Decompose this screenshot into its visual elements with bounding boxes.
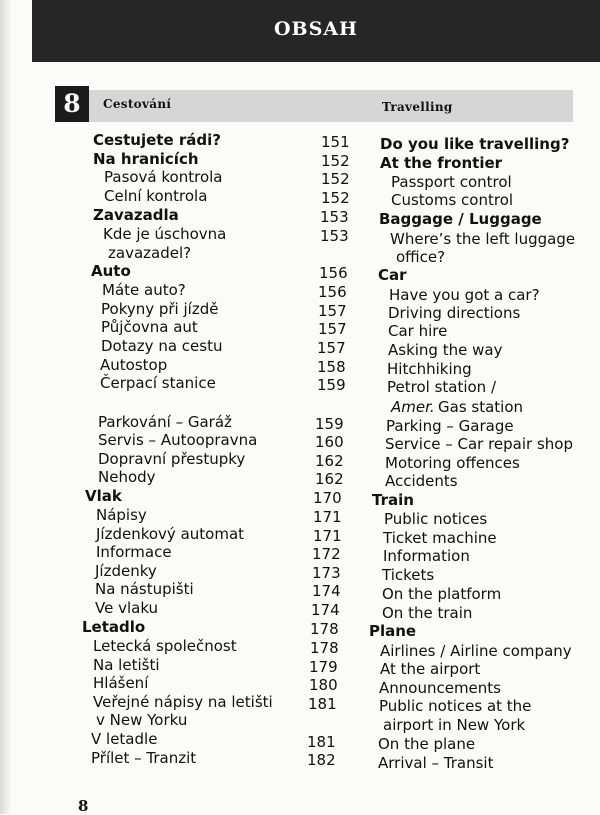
en-entry: Hitchhiking	[387, 360, 472, 378]
cz-entry: Na letišti	[93, 656, 160, 674]
en-entry: At the frontier	[380, 154, 503, 172]
cz-entry: Informace	[96, 543, 172, 561]
en-entry: Car hire	[388, 322, 448, 340]
page-number: 182	[307, 751, 336, 769]
en-entry: On the train	[382, 604, 473, 622]
cz-entry: Jízdenkový automat	[96, 525, 245, 543]
cz-entry: Na nástupišti	[95, 580, 194, 598]
en-entry: Have you got a car?	[389, 286, 540, 304]
cz-entry: v New Yorku	[96, 711, 188, 729]
cz-entry: Celní kontrola	[104, 187, 208, 205]
section-number: 8	[55, 86, 89, 122]
section-title-cz: Cestování	[103, 97, 172, 111]
page-number: 156	[318, 283, 347, 301]
en-entry: Ticket machine	[383, 529, 497, 547]
page-title: OBSAH	[273, 18, 359, 40]
cz-entry: Veřejné nápisy na letišti	[93, 693, 273, 711]
cz-entry: zavazadel?	[108, 244, 192, 262]
page-number: 157	[317, 339, 346, 357]
cz-entry: Autostop	[100, 356, 168, 374]
en-entry: Information	[383, 547, 470, 565]
en-entry: Where’s the left luggage	[390, 230, 576, 248]
cz-entry: Vlak	[85, 487, 122, 505]
en-entry-abbrev: Amer.	[391, 398, 435, 416]
en-entry: Public notices at the	[379, 697, 532, 715]
page-number: 152	[321, 170, 350, 188]
en-entry: airport in New York	[383, 716, 526, 734]
en-entry: Public notices	[384, 510, 488, 528]
en-entry: Driving directions	[388, 304, 521, 322]
cz-entry: V letadle	[91, 730, 158, 748]
page-number: 157	[318, 302, 347, 320]
en-entry: office?	[396, 248, 446, 266]
page-number: 178	[310, 620, 339, 638]
en-entry: Airlines / Airline company	[380, 642, 572, 660]
cz-entry: Nápisy	[96, 506, 147, 524]
en-entry: Service – Car repair shop	[385, 435, 573, 453]
cz-entry: Cestujete rádi?	[93, 131, 221, 149]
cz-entry: Dopravní přestupky	[98, 450, 246, 468]
page-number: 174	[311, 601, 340, 619]
cz-entry: Na hranicích	[93, 150, 199, 168]
cz-entry: Půjčovna aut	[101, 318, 198, 336]
page-number: 162	[315, 470, 344, 488]
page-number: 171	[313, 508, 342, 526]
page-number: 170	[313, 489, 342, 507]
page-number: 156	[319, 264, 348, 282]
cz-entry: Ve vlaku	[95, 599, 159, 617]
en-entry: Petrol station /	[387, 378, 497, 396]
en-entry: On the plane	[378, 735, 476, 753]
page-number: 181	[307, 733, 336, 751]
page-number: 180	[309, 676, 338, 694]
cz-entry: Přílet – Tranzit	[91, 749, 197, 767]
cz-entry: Letadlo	[82, 618, 146, 636]
cz-entry: Servis – Autoopravna	[98, 431, 258, 449]
cz-entry: Čerpací stanice	[100, 374, 216, 392]
page-number: 153	[320, 208, 349, 226]
page-number: 172	[312, 545, 341, 563]
cz-entry: Parkování – Garáž	[98, 413, 232, 431]
cz-entry: Pokyny při jízdě	[101, 300, 219, 318]
en-entry: Tickets	[382, 566, 435, 584]
en-entry: Baggage / Luggage	[379, 210, 542, 228]
cz-entry: Auto	[91, 262, 131, 280]
page-number: 157	[318, 320, 347, 338]
en-entry: Arrival – Transit	[378, 754, 494, 772]
page-number: 158	[317, 358, 346, 376]
page-number: 181	[308, 695, 337, 713]
en-entry: On the platform	[382, 585, 502, 603]
page-number: 160	[315, 433, 344, 451]
page-number: 178	[310, 639, 339, 657]
page-number: 173	[312, 564, 341, 582]
en-entry: Gas station	[438, 398, 524, 416]
en-entry: Do you like travelling?	[380, 135, 570, 153]
en-entry: Announcements	[379, 679, 501, 697]
page-number: 159	[315, 415, 344, 433]
en-entry: Customs control	[391, 191, 514, 209]
page-number: 153	[320, 227, 349, 245]
page-number: 171	[313, 527, 342, 545]
cz-entry: Dotazy na cestu	[101, 337, 223, 355]
cz-entry: Nehody	[98, 468, 156, 486]
en-entry: Accidents	[385, 472, 458, 490]
en-entry: Parking – Garage	[386, 417, 514, 435]
page-number: 151	[321, 133, 350, 151]
cz-entry: Jízdenky	[95, 562, 157, 580]
cz-entry: Letecká společnost	[93, 637, 237, 655]
footer-page-number: 8	[78, 797, 89, 815]
cz-entry: Máte auto?	[102, 281, 186, 299]
en-entry: Passport control	[391, 173, 512, 191]
page-binding-edge	[0, 0, 10, 814]
cz-entry: Pasová kontrola	[104, 168, 223, 186]
page-number: 159	[317, 376, 346, 394]
en-entry: Car	[378, 266, 407, 284]
page-number: 152	[321, 189, 350, 207]
cz-entry: Hlášení	[93, 674, 149, 692]
page-number: 152	[321, 152, 350, 170]
section-title-en: Travelling	[382, 100, 453, 114]
en-entry: Plane	[369, 622, 417, 640]
page-number: 162	[315, 452, 344, 470]
page-number: 179	[309, 658, 338, 676]
en-entry: Asking the way	[388, 341, 503, 359]
en-entry: Motoring offences	[385, 454, 520, 472]
cz-entry: Zavazadla	[93, 206, 179, 224]
cz-entry: Kde je úschovna	[103, 225, 227, 243]
en-entry: At the airport	[380, 660, 481, 678]
en-entry: Train	[372, 491, 414, 509]
page-number: 174	[312, 582, 341, 600]
header-bar	[32, 0, 600, 62]
